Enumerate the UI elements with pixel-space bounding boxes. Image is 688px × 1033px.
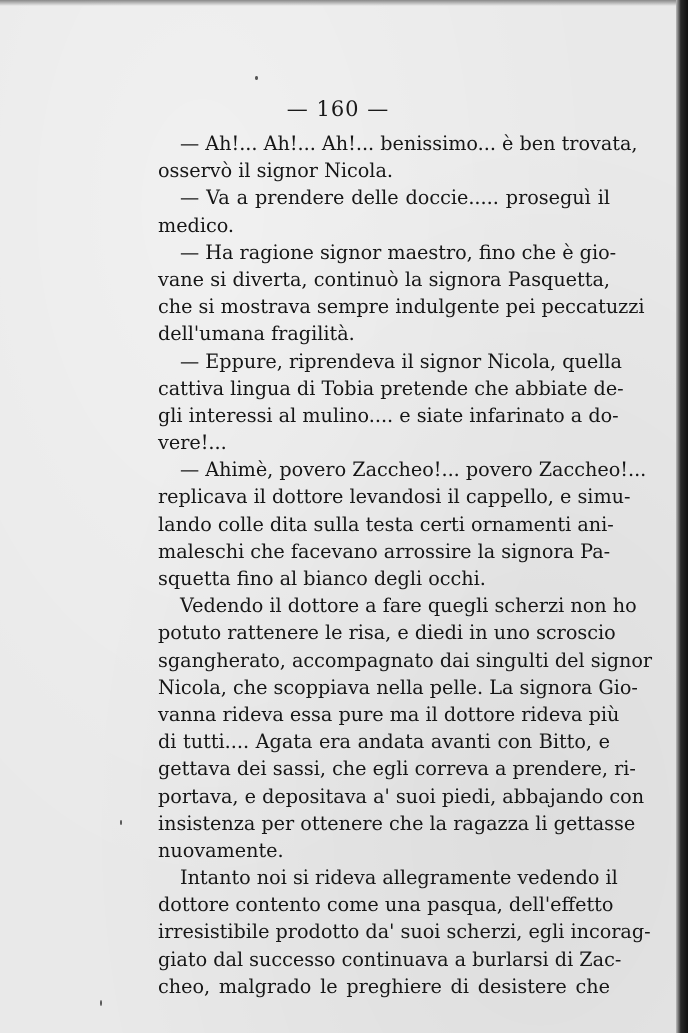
text-line: Nicola, che scoppiava nella pelle. La signora Gio- xyxy=(158,675,638,699)
text-line: vanna rideva essa pure ma il dottore rideva più xyxy=(158,702,620,726)
text-line: squetta fino al bianco degli occhi. xyxy=(158,567,486,590)
body-text xyxy=(158,130,653,1000)
text-line: insistenza per ottenere che la ragazza li gettasse xyxy=(158,811,636,835)
ink-speck xyxy=(120,820,122,825)
text-line: vere!... xyxy=(158,431,227,455)
text-line: gli interessi al mulino.... e siate infarinato a do- xyxy=(158,403,619,427)
text-line: nuovamente. xyxy=(158,838,284,862)
text-line: — Ha ragione signor maestro, fino che è gio- xyxy=(180,240,617,264)
text-line: cheo, malgrado le preghiere di desistere che xyxy=(158,974,610,998)
text-line: dell'umana fragilità. xyxy=(158,322,355,346)
page-number: — 160 — xyxy=(286,97,390,121)
page-right-edge-shadow xyxy=(676,0,688,1033)
text-line: — Eppure, riprendeva il signor Nicola, quella xyxy=(180,349,622,373)
text-line: che si mostrava sempre indulgente pei peccatuzzi xyxy=(158,295,645,319)
text-line: di tutti.... Agata era andata avanti con Bitto, e xyxy=(158,730,610,754)
text-line: Vedendo il dottore a fare quegli scherzi non ho xyxy=(180,594,637,618)
text-line: gettava dei sassi, che egli correva a prendere, ri- xyxy=(158,757,636,781)
text-line: maleschi che facevano arrossire la signora Pa- xyxy=(158,539,611,563)
text-line: lando colle dita sulla testa certi ornamenti ani- xyxy=(158,512,614,536)
text-line: — Ahimè, povero Zaccheo!... povero Zaccheo!... xyxy=(180,458,647,482)
text-line: vane si diverta, continuò la signora Pasquetta, xyxy=(158,267,610,291)
text-line: potuto rattenere le risa, e diedi in uno scroscio xyxy=(158,621,616,645)
text-line: giato dal successo continuava a burlarsi di Zac- xyxy=(158,947,622,971)
ink-speck xyxy=(255,76,258,80)
text-line: medico. xyxy=(158,213,235,237)
text-line: irresistibile prodotto da' suoi scherzi, egli incorag- xyxy=(158,920,651,944)
text-line: portava, e depositava a' suoi piedi, abbajando con xyxy=(158,784,645,808)
text-line: — Ah!... Ah!... Ah!... benissimo... è ben trovata, xyxy=(180,132,638,155)
text-line: sgangherato, accompagnato dai singulti del signor xyxy=(158,648,653,672)
text-line: replicava il dottore levandosi il cappello, e simu- xyxy=(158,485,631,509)
text-line: — Va a prendere delle doccie..... proseguì il xyxy=(180,186,610,210)
text-line: cattiva lingua di Tobia pretende che abbiate de- xyxy=(158,376,624,400)
text-line: Intanto noi si rideva allegramente vedendo il xyxy=(180,866,618,890)
text-line: dottore contento come una pasqua, dell'effetto xyxy=(158,893,614,917)
ink-speck xyxy=(100,1000,102,1006)
page-top-shadow xyxy=(0,0,676,6)
text-line: osservò il signor Nicola. xyxy=(158,159,393,183)
